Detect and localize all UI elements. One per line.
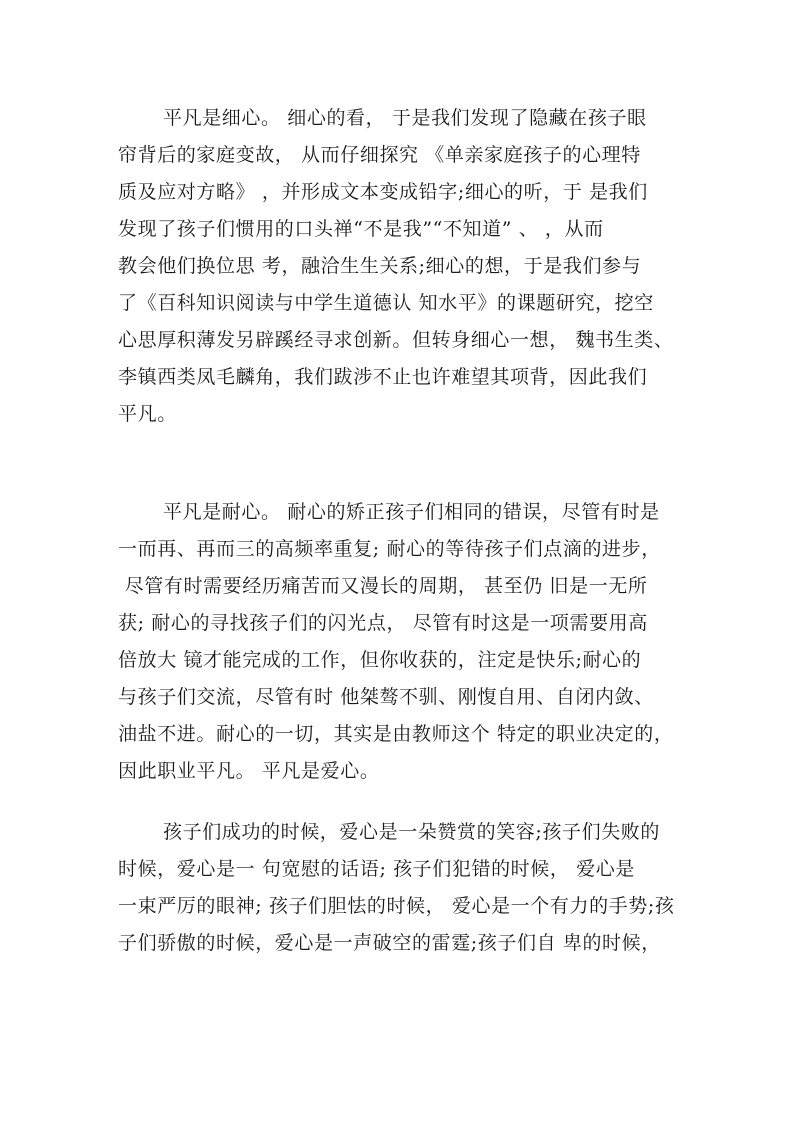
paragraph-1-line-9: 平凡。 [118, 403, 177, 425]
paragraph-1-line-1: 平凡是细心。 细心的看， 于是我们发现了隐藏在孩子眼 [163, 107, 647, 129]
paragraph-2-line-2: 一而再、再而三的高频率重复; 耐心的等待孩子们点滴的进步， [118, 538, 661, 560]
paragraph-1-line-3: 质及应对方略》 ，并形成文本变成铅字;细心的听，于 是我们 [118, 181, 648, 203]
paragraph-1-line-2: 帘背后的家庭变故， 从而仔细探究 《单亲家庭孩子的心理特 [118, 144, 641, 166]
paragraph-3-line-2: 时候，爱心是一 句宽慰的话语; 孩子们犯错的时候， 爱心是 [118, 858, 635, 880]
paragraph-2-line-8: 因此职业平凡。 平凡是爱心。 [118, 760, 380, 782]
paragraph-2-line-6: 与孩子们交流，尽管有时 他桀骜不驯、刚愎自用、自闭内敛、 [118, 686, 654, 708]
paragraph-1-line-6: 了《百科知识阅读与中学生道德认 知水平》的课题研究，挖空 [118, 292, 654, 314]
paragraph-3-line-1: 孩子们成功的时候，爱心是一朵赞赏的笑容;孩子们失败的 [163, 821, 661, 843]
paragraph-1-line-5: 教会他们换位思 考，融洽生生关系;细心的想，于是我们参与 [118, 255, 642, 277]
paragraph-2-line-1: 平凡是耐心。 耐心的矫正孩子们相同的错误，尽管有时是 [163, 501, 660, 523]
paragraph-1-line-7: 心思厚积薄发另辟蹊经寻求创新。但转身细心一想， 魏书生类、 [118, 329, 674, 351]
paragraph-2-line-4: 获; 耐心的寻找孩子们的闪光点， 尽管有时这是一项需要用高 [118, 612, 648, 634]
paragraph-2-line-3: 尽管有时需要经历痛苦而又漫长的周期， 甚至仍 旧是一无所 [118, 575, 648, 597]
paragraph-3-line-4: 子们骄傲的时候，爱心是一声破空的雷霆;孩子们自 卑的时候， [118, 932, 661, 954]
paragraph-2-line-5: 倍放大 镜才能完成的工作，但你收获的，注定是快乐;耐心的 [118, 649, 642, 671]
paragraph-1-line-4: 发现了孩子们惯用的口头禅“不是我”“不知道” 、 ，从而 [118, 218, 604, 240]
paragraph-2-line-7: 油盐不进。耐心的一切，其实是由教师这个 特定的职业决定的， [118, 723, 674, 745]
paragraph-1-line-8: 李镇西类凤毛麟角，我们跋涉不止也许难望其项背，因此我们 [118, 366, 648, 388]
paragraph-3-line-3: 一束严厉的眼神; 孩子们胆怯的时候， 爱心是一个有力的手势;孩 [118, 895, 675, 917]
